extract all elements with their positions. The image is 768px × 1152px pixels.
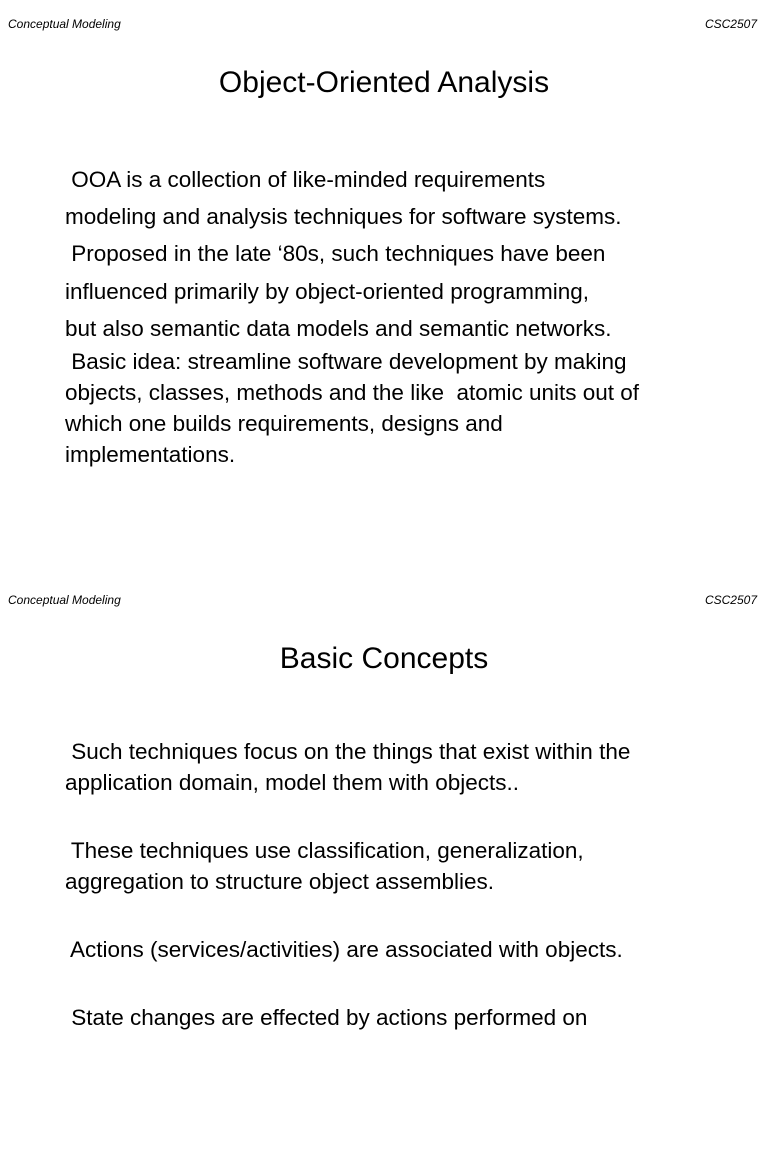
text-line: OOA is a collection of like-minded requirements [65, 167, 546, 192]
slide-header-course-name: Conceptual Modeling [8, 17, 121, 31]
text-line: application domain, model them with objects.. [65, 770, 519, 795]
slide-title: Object-Oriented Analysis [218, 66, 550, 99]
slide-header-course-name: Conceptual Modeling [8, 593, 121, 607]
paragraph-ooa-definition [65, 161, 745, 235]
slide-basic-concepts [0, 576, 768, 1152]
text-line: which one builds requirements, designs and [65, 411, 503, 436]
text-line: Basic idea: streamline software development by making [65, 349, 627, 374]
text-line: aggregation to structure object assemblies. [65, 869, 494, 894]
paragraph-focus-on-things [65, 736, 745, 798]
text-line: but also semantic data models and semantic networks. [65, 316, 612, 341]
slide-header-course-code: CSC2507 [704, 593, 757, 607]
text-line: These techniques use classification, generalization, [65, 838, 584, 863]
text-line: objects, classes, methods and the like atomic units out of [65, 380, 640, 405]
paragraph-actions [65, 934, 745, 965]
text-line: Proposed in the late ‘80s, such techniques have been [65, 241, 606, 266]
slide-header-course-code: CSC2507 [704, 17, 757, 31]
slide-title: Basic Concepts [279, 642, 489, 675]
text-line: Actions (services/activities) are associated with objects. [65, 937, 623, 962]
paragraph-basic-idea [65, 346, 745, 470]
text-line: State changes are effected by actions performed on [65, 1005, 588, 1030]
text-line: influenced primarily by object-oriented programming, [65, 278, 589, 304]
paragraph-ooa-origins [65, 235, 745, 348]
text-line: implementations. [65, 442, 236, 467]
paragraph-classification [65, 835, 745, 897]
text-line: modeling and analysis techniques for software systems. [65, 204, 622, 229]
text-line: Such techniques focus on the things that exist within the [65, 739, 631, 764]
paragraph-state-changes [65, 1002, 745, 1033]
